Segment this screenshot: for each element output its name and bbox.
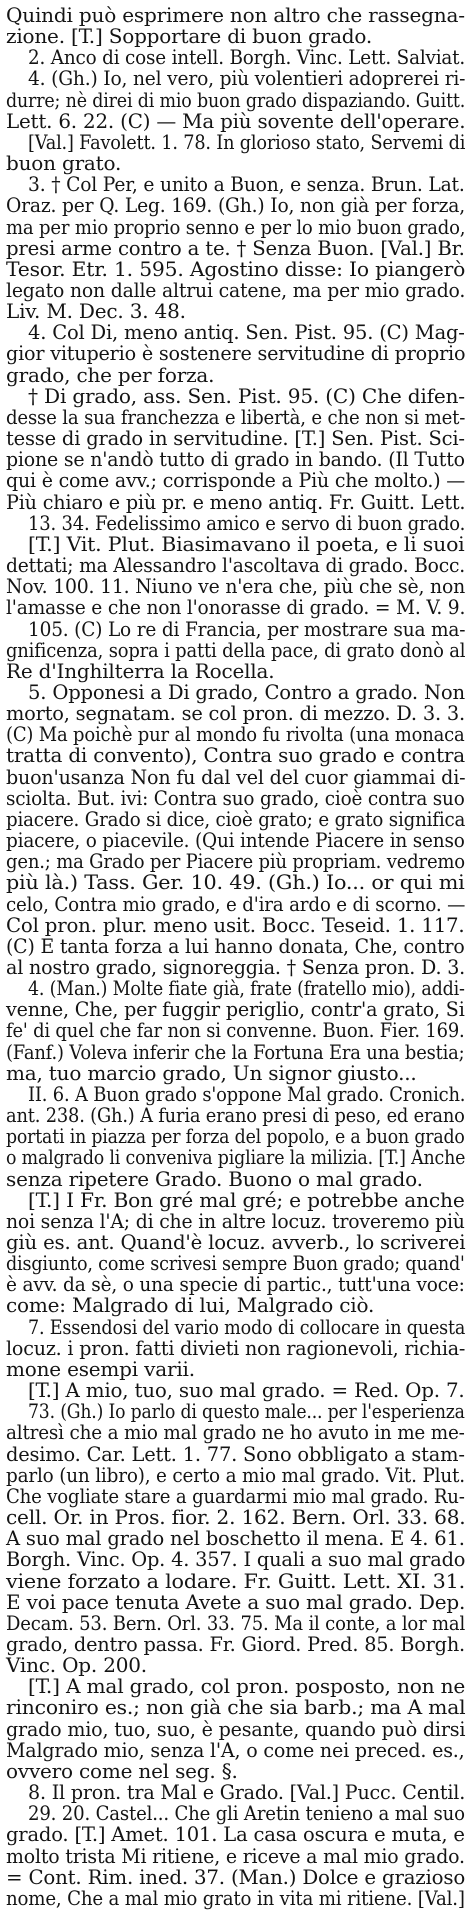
text-line: Borgh. Vinc. Op. 4. 357. I quali a suo mal grado [6,1547,466,1572]
text-line: locuz. i pron. fatti divieti non ragionevoli, richia- [6,1335,466,1360]
text-line: ma per mio proprio senno e per lo mio buon grado, [6,214,466,239]
text-line: [T.] Vit. Plut. Biasimavano il poeta, e li suoi [28,531,465,556]
text-line: altresì che a mio mal grado ne ho avuto in me me- [6,1420,465,1445]
text-line: legato non dalle altrui catene, ma per mio grado. [6,278,466,303]
text-line: fe' di quel che far non si convenne. Buon. Fier. 169. [6,1018,465,1043]
text-line: Più chiaro e più pr. e meno antiq. Fr. Guitt. Lett. [6,489,466,514]
text-line: † Di grado, ass. Sen. Pist. 95. (C) Che difen- [28,383,465,408]
text-line: noi senza l'A; di che in altre locuz. troveremo più [6,1208,465,1233]
text-line: Lett. 6. 22. (C) — Ma più sovente dell'operare. [6,108,466,133]
text-line: [Val.] Favolett. 1. 78. In glorioso stato, Servemi di [28,129,466,154]
text-line: 13. 34. Fedelissimo amico e servo di buon grado. [28,510,466,535]
text-line: Col pron. plur. meno usit. Bocc. Teseid. 1. 117. [6,912,465,937]
text-line: buon grato. [6,151,122,176]
text-line: gnificenza, sopra i patti della pace, di grato donò al [6,637,466,662]
text-line: [T.] I Fr. Bon gré mal gré; e potrebbe anche [28,1187,465,1212]
text-line: giù es. ant. Quand'è locuz. avverb., lo scriverei [6,1230,466,1255]
text-line: o malgrado li conveniva pigliare la milizia. [T.] Anche [6,1145,466,1170]
text-line: piacere. Grado si dice, cioè grato; e grato significa [6,806,466,831]
text-line: desimo. Car. Lett. 1. 77. Sono obbligato a stam- [6,1441,465,1466]
text-line: parlo (un libro), e certo a mio mal grado. Vit. Plut. [6,1462,465,1487]
text-line: celo, Contra mio grado, e d'ira ardo e di scorno. — [6,891,466,916]
text-line: 5. Opponesi a Di grado, Contro a grado. Non [28,679,465,704]
text-line: Decam. 53. Bern. Orl. 33. 75. Ma il conte, a lor mal [6,1610,466,1635]
text-line: portati in piazza per forza del popolo, e a buon grado [6,1124,465,1149]
text-line: Quindi può esprimere non altro che rassegna- [6,3,465,27]
text-line: molto trista Mi ritiene, e riceve a mal mio grado. [6,1843,465,1868]
text-line: [T.] A mal grado, col pron. posposto, non ne [28,1674,466,1699]
text-line: E voi pace tenuta Avete a suo mal grado. Dep. [6,1589,466,1614]
text-line: Tesor. Etr. 1. 595. Agostino disse: Io piangerò [6,256,466,281]
text-line: grado, che per forza. [6,362,215,387]
text-line: come: Malgrado di lui, Malgrado ciò. [6,1293,375,1318]
text-line: rinconiro es.; non già che sia barb.; ma A mal [6,1695,466,1720]
text-line: grado mio, tuo, suo, è pesante, quando può dirsi [6,1716,466,1741]
text-line: Oraz. per Q. Leg. 169. (Gh.) Io, non già per forza, [6,193,465,218]
text-line: gior vituperio è sostenere servitudine di proprio [6,341,466,366]
text-line: piacere, o piacevile. (Qui intende Piacere in senso [6,828,465,853]
text-line: 2. Anco di cose intell. Borgh. Vinc. Lett. Salviat. [28,45,466,70]
text-line: = Cont. Rim. ined. 37. (Man.) Dolce e grazioso [6,1864,466,1889]
text-line: qui è come avv.; corrisponde a Più che molto.) — [6,468,466,493]
text-line: 73. (Gh.) Io parlo di questo male... per l'esperienza [28,1399,465,1424]
text-line: gen.; ma Grado per Piacere più propriam. vedremo [6,849,465,874]
text-line: ovvero come nel seg. §. [6,1758,238,1783]
text-line: Liv. M. Dec. 3. 48. [6,299,186,324]
text-line: Che vogliate stare a guardarmi mio mal grado. Ru- [6,1483,465,1508]
text-line: 105. (C) Lo re di Francia, per mostrare sua ma- [28,616,466,641]
text-line: Malgrado mio, senza l'A, o come nei preced. es., [6,1737,465,1762]
text-line: senza ripetere Grado. Buono o mal grado. [6,1166,423,1191]
text-line: morto, segnatam. se col pron. di mezzo. D. 3. 3. [6,701,465,726]
text-line: 3. † Col Per, e unito a Buon, e senza. Brun. Lat. [28,172,465,197]
text-line: tesse di grado in servitudine. [T.] Sen. Pist. Sci- [6,426,465,451]
text-line: 7. Essendosi del vario modo di collocare in questa [28,1314,466,1339]
text-line: più là.) Tass. Ger. 10. 49. (Gh.) Io... or qui mi [6,870,465,895]
text-line: disgiunto, come scrivesi sempre Buon grado; quand' [6,1251,465,1276]
text-line: zione. [T.] Sopportare di buon grado. [6,24,373,49]
text-line: buon'usanza Non fu dal vel del cuor giammai di- [6,764,466,789]
text-line: dettati; ma Alessandro l'ascoltava di grado. Bocc. [6,553,465,578]
text-line: ma, tuo marcio grado, Un signor giusto... [6,1060,417,1085]
text-line: pione se n'andò tutto di grado in bando. (Il Tutto [6,447,465,472]
text-line: venne, Che, per fuggir periglio, contr'a grato, Si [6,997,465,1022]
text-line: (C) Ma poichè pur al mondo fu rivolta (una monaca [6,722,465,747]
text-line: 4. (Man.) Molte fiate già, frate (fratello mio), addi- [28,976,465,1001]
text-line: 4. (Gh.) Io, nel vero, più volentieri adoprerei ri- [28,66,466,91]
text-line: 29. 20. Castel... Che gli Aretin tenieno a mal suo [28,1801,465,1826]
text-line: 8. Il pron. tra Mal e Grado. [Val.] Pucc. Centil. [28,1780,466,1805]
text-line: grado, dentro passa. Fr. Giord. Pred. 85. Borgh. [6,1631,465,1656]
dictionary-page [6,4,467,1908]
text-line: viene forzato a lodare. Fr. Guitt. Lett. XI. 31. [6,1568,466,1593]
text-line: Re d'Inghilterra la Rocella. [6,658,275,683]
text-line: (Fanf.) Voleva inferir che la Fortuna Era una bestia; [6,1039,465,1064]
text-line: sciolta. But. ivi: Contra suo grado, cioè contra suo [6,785,465,810]
text-line: presi arme contro a te. † Senza Buon. [Val.] Br. [6,235,465,260]
text-line: durre; nè direi di mio buon grado dispaziando. Guitt. [6,87,466,112]
text-line: al nostro grado, signoreggia. † Senza pron. D. 3. [6,955,466,979]
text-line: Nov. 100. 11. Niuno ve n'era che, più che sè, non [6,574,466,599]
text-line: mone esempi varii. [6,1356,195,1381]
text-line: nome, Che a mal mio grato in vita mi ritiene. [Val.] [6,1885,465,1910]
text-line: (C) E tanta forza a lui hanno donata, Che, contro [6,933,465,958]
text-line: ant. 238. (Gh.) A furia erano presi di peso, ed erano [6,1103,465,1128]
text-line: l'amasse e che non l'onorasse di grado. = M. V. 9. [6,595,466,620]
text-line: Vinc. Op. 200. [6,1653,147,1678]
text-line: II. 6. A Buon grado s'oppone Mal grado. Cronich. [28,1081,466,1106]
text-line: è avv. da sè, o una specie di partic., tutt'una voce: [6,1272,465,1297]
text-line: grado. [T.] Amet. 101. La casa oscura e muta, e [6,1822,465,1847]
text-line: A suo mal grado nel boschetto il mena. E 4. 61. [6,1526,465,1551]
text-line: [T.] A mio, tuo, suo mal grado. = Red. Op. 7. [28,1378,465,1403]
text-line: desse la sua franchezza e libertà, e che non si met- [6,404,466,429]
text-line: cell. Or. in Pros. fior. 2. 162. Bern. Orl. 33. 68. [6,1505,466,1530]
text-line: 4. Col Di, meno antiq. Sen. Pist. 95. (C) Mag- [28,320,465,345]
text-line: tratta di convento), Contra suo grado e contra [6,743,465,768]
